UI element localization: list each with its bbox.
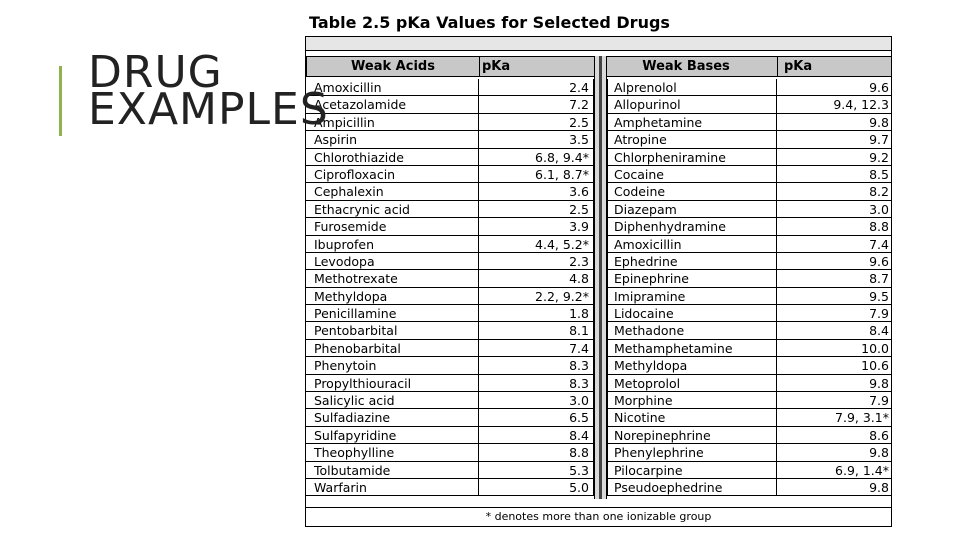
base-pka-value: 8.8 [777, 218, 892, 235]
base-pka-value: 7.4 [777, 236, 892, 253]
acid-pka-value: 8.3 [479, 375, 594, 392]
base-name: Cocaine [607, 166, 777, 183]
table-top-rule [306, 37, 891, 51]
base-pka-value: 7.9, 3.1* [777, 409, 892, 426]
base-name: Atropine [607, 131, 777, 148]
pka-table [305, 36, 892, 527]
table-row [306, 444, 891, 461]
base-pka-value: 8.4 [777, 322, 892, 339]
slide-title-line1: DRUG [88, 47, 223, 98]
acid-pka-value: 7.2 [479, 96, 594, 113]
table-row [306, 375, 891, 392]
accent-bar [59, 66, 62, 136]
table-row [306, 270, 891, 287]
table-row [306, 131, 891, 148]
table-row [306, 357, 891, 374]
table-row [306, 305, 891, 322]
base-pka-value: 7.9 [777, 392, 892, 409]
acid-name: Methotrexate [306, 270, 479, 287]
acid-pka-value: 6.8, 9.4* [479, 149, 594, 166]
acid-name: Ciprofloxacin [306, 166, 479, 183]
acid-name: Levodopa [306, 253, 479, 270]
table-row [306, 218, 891, 235]
base-pka-value: 8.2 [777, 183, 892, 200]
base-name: Morphine [607, 392, 777, 409]
acid-pka-value: 2.2, 9.2* [479, 288, 594, 305]
base-name: Methamphetamine [607, 340, 777, 357]
base-name: Imipramine [607, 288, 777, 305]
header-base-pka: pKa [777, 56, 892, 77]
base-name: Methyldopa [607, 357, 777, 374]
acid-pka-value: 5.3 [479, 462, 594, 479]
acid-pka-value: 4.4, 5.2* [479, 236, 594, 253]
table-row [306, 340, 891, 357]
acid-name: Theophylline [306, 444, 479, 461]
table-caption: Table 2.5 pKa Values for Selected Drugs [309, 13, 670, 32]
table-row [306, 166, 891, 183]
acid-pka-value: 2.3 [479, 253, 594, 270]
acid-name: Sulfadiazine [306, 409, 479, 426]
acid-name: Warfarin [306, 479, 479, 496]
acid-name: Amoxicillin [306, 79, 479, 96]
table-row [306, 288, 891, 305]
acid-name: Phenobarbital [306, 340, 479, 357]
table-row [306, 236, 891, 253]
base-pka-value: 6.9, 1.4* [777, 462, 892, 479]
base-name: Allopurinol [607, 96, 777, 113]
base-pka-value: 3.0 [777, 201, 892, 218]
table-row [306, 322, 891, 339]
acid-name: Pentobarbital [306, 322, 479, 339]
table-row [306, 392, 891, 409]
acid-name: Tolbutamide [306, 462, 479, 479]
base-pka-value: 9.8 [777, 479, 892, 496]
base-name: Metoprolol [607, 375, 777, 392]
base-pka-value: 9.8 [777, 444, 892, 461]
acid-name: Furosemide [306, 218, 479, 235]
table-row [306, 149, 891, 166]
table-row [306, 253, 891, 270]
acid-name: Ibuprofen [306, 236, 479, 253]
base-name: Epinephrine [607, 270, 777, 287]
table-row [306, 114, 891, 131]
acid-pka-value: 7.4 [479, 340, 594, 357]
acid-name: Ethacrynic acid [306, 201, 479, 218]
base-pka-value: 9.6 [777, 79, 892, 96]
acid-pka-value: 4.8 [479, 270, 594, 287]
header-weak-acids: Weak Acids [306, 56, 480, 77]
acid-name: Penicillamine [306, 305, 479, 322]
header-weak-bases: Weak Bases [594, 56, 778, 77]
base-pka-value: 9.6 [777, 253, 892, 270]
base-name: Diazepam [607, 201, 777, 218]
acid-pka-value: 6.1, 8.7* [479, 166, 594, 183]
base-pka-value: 9.8 [777, 375, 892, 392]
acid-pka-value: 8.4 [479, 427, 594, 444]
table-row [306, 79, 891, 96]
base-name: Alprenolol [607, 79, 777, 96]
acid-pka-value: 3.0 [479, 392, 594, 409]
base-name: Norepinephrine [607, 427, 777, 444]
acid-name: Aspirin [306, 131, 479, 148]
base-pka-value: 9.8 [777, 114, 892, 131]
slide-title-line2: EXAMPLES [88, 84, 329, 135]
base-name: Phenylephrine [607, 444, 777, 461]
table-row [306, 409, 891, 426]
base-name: Nicotine [607, 409, 777, 426]
acid-name: Salicylic acid [306, 392, 479, 409]
table-footnote: * denotes more than one ionizable group [306, 507, 891, 526]
base-pka-value: 9.7 [777, 131, 892, 148]
base-name: Lidocaine [607, 305, 777, 322]
acid-name: Sulfapyridine [306, 427, 479, 444]
base-name: Pilocarpine [607, 462, 777, 479]
acid-pka-value: 8.8 [479, 444, 594, 461]
acid-name: Cephalexin [306, 183, 479, 200]
base-pka-value: 8.6 [777, 427, 892, 444]
acid-pka-value: 2.5 [479, 114, 594, 131]
acid-pka-value: 6.5 [479, 409, 594, 426]
acid-pka-value: 2.5 [479, 201, 594, 218]
acid-name: Ampicillin [306, 114, 479, 131]
base-name: Amoxicillin [607, 236, 777, 253]
acid-name: Propylthiouracil [306, 375, 479, 392]
acid-pka-value: 8.1 [479, 322, 594, 339]
acid-name: Phenytoin [306, 357, 479, 374]
acid-pka-value: 8.3 [479, 357, 594, 374]
table-body [306, 79, 891, 496]
base-pka-value: 8.5 [777, 166, 892, 183]
base-pka-value: 10.6 [777, 357, 892, 374]
acid-pka-value: 3.9 [479, 218, 594, 235]
acid-pka-value: 5.0 [479, 479, 594, 496]
base-pka-value: 10.0 [777, 340, 892, 357]
acid-pka-value: 3.6 [479, 183, 594, 200]
base-name: Methadone [607, 322, 777, 339]
base-name: Codeine [607, 183, 777, 200]
acid-pka-value: 1.8 [479, 305, 594, 322]
base-pka-value: 9.5 [777, 288, 892, 305]
table-row [306, 479, 891, 496]
acid-pka-value: 2.4 [479, 79, 594, 96]
base-name: Pseudoephedrine [607, 479, 777, 496]
acid-name: Methyldopa [306, 288, 479, 305]
base-pka-value: 8.7 [777, 270, 892, 287]
base-name: Diphenhydramine [607, 218, 777, 235]
base-name: Chlorpheniramine [607, 149, 777, 166]
table-row [306, 183, 891, 200]
table-row [306, 427, 891, 444]
table-row [306, 462, 891, 479]
base-pka-value: 7.9 [777, 305, 892, 322]
header-acid-pka: pKa [479, 56, 595, 77]
acid-pka-value: 3.5 [479, 131, 594, 148]
acid-name: Chlorothiazide [306, 149, 479, 166]
table-row [306, 96, 891, 113]
base-name: Amphetamine [607, 114, 777, 131]
base-pka-value: 9.2 [777, 149, 892, 166]
base-pka-value: 9.4, 12.3 [777, 96, 892, 113]
acid-name: Acetazolamide [306, 96, 479, 113]
base-name: Ephedrine [607, 253, 777, 270]
table-row [306, 201, 891, 218]
